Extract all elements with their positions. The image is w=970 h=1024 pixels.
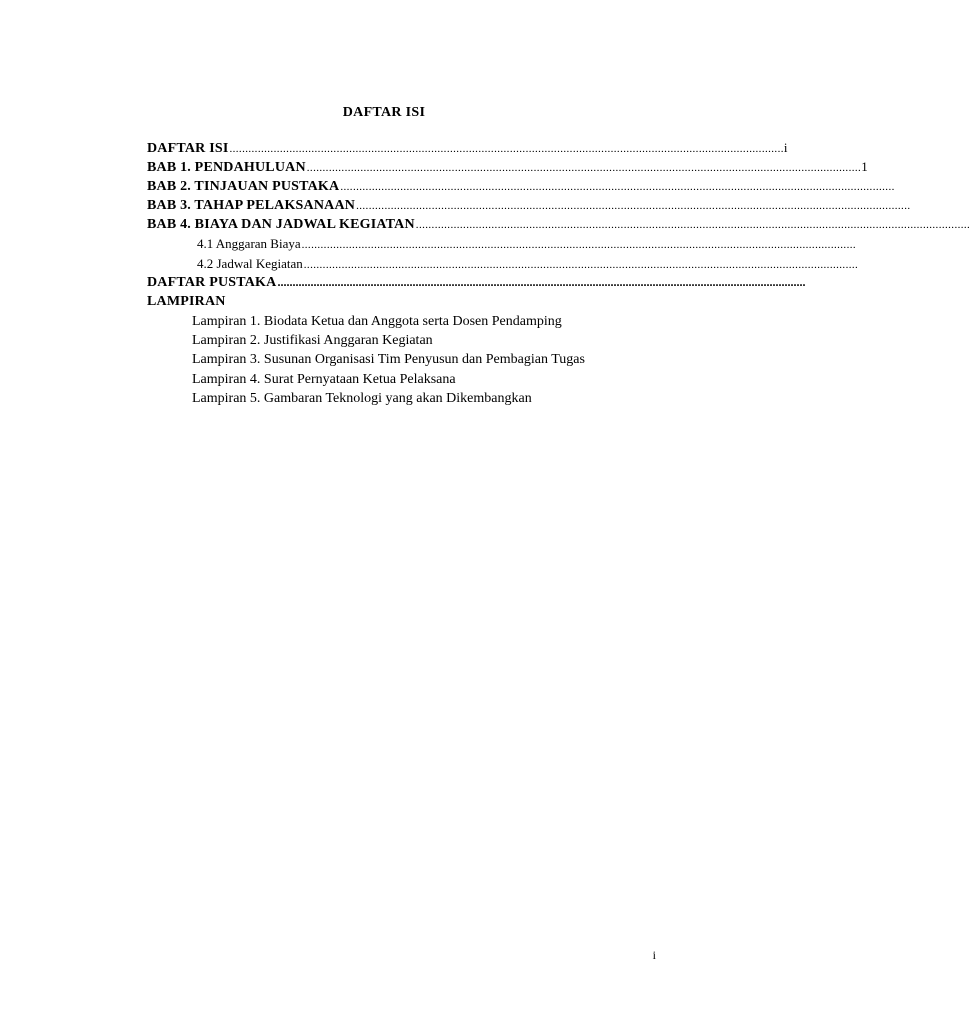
toc-entry-lampiran <box>147 294 657 313</box>
toc-entry-label: 4.2 Jadwal Kegiatan <box>197 255 303 271</box>
page-title: DAFTAR ISI <box>342 105 426 120</box>
toc-entry-label: 4.1 Anggaran Biaya <box>197 236 301 252</box>
toc-entry-label: DAFTAR PUSTAKA <box>147 275 277 291</box>
toc-entry-label: BAB 2. TINJAUAN PUSTAKA <box>147 178 340 194</box>
dot-leader: ................................................................................................................................................................................ <box>229 143 784 155</box>
dot-leader: ................................................................................................................................................................................ <box>303 258 859 271</box>
toc-entry-bab-1 <box>147 159 868 178</box>
appendix-label: Lampiran 5. Gambaran Teknologi yang akan Dikembangkan <box>192 390 532 406</box>
appendix-label: Lampiran 4. Surat Pernyataan Ketua Pelaksana <box>192 371 456 387</box>
appendix-label: Lampiran 3. Susunan Organisasi Tim Penyusun dan Pembagian Tugas <box>192 352 585 368</box>
toc-page-number: 1 <box>861 159 868 175</box>
toc-entry-label: BAB 1. PENDAHULUAN <box>147 160 306 176</box>
toc-appendix-1 <box>147 314 657 333</box>
toc-page-number: i <box>783 140 788 155</box>
toc-entry-4-1 <box>147 236 857 255</box>
toc-appendix-5 <box>147 391 657 410</box>
toc-entry-daftar-pustaka <box>147 275 806 294</box>
toc-appendix-3 <box>147 352 657 371</box>
toc-entry-bab-4 <box>147 217 970 236</box>
toc-entry-label: BAB 3. TAHAP PELAKSANAAN <box>147 197 356 213</box>
toc-entry-label: LAMPIRAN <box>147 294 226 310</box>
appendix-label: Lampiran 2. Justifikasi Anggaran Kegiatan <box>192 332 433 348</box>
dot-leader: ................................................................................................................................................................................ <box>277 275 806 290</box>
toc-entry-bab-3 <box>147 197 911 217</box>
dot-leader: ................................................................................................................................................................................ <box>301 239 857 252</box>
dot-leader: ................................................................................................................................................................................ <box>356 199 911 212</box>
dot-leader: ................................................................................................................................................................................ <box>340 180 895 193</box>
toc-entry-label: DAFTAR ISI <box>147 141 229 156</box>
toc-appendix-4 <box>147 372 657 391</box>
toc-appendix-2 <box>147 333 657 352</box>
toc-entry-4-2 <box>147 255 859 275</box>
toc-entry-bab-2 <box>147 178 895 198</box>
toc-entry-label: BAB 4. BIAYA DAN JADWAL KEGIATAN <box>147 217 415 233</box>
table-of-contents <box>147 140 970 410</box>
dot-leader: ................................................................................................................................................................................ <box>306 162 862 175</box>
page-number: i <box>652 948 656 962</box>
appendix-label: Lampiran 1. Biodata Ketua dan Anggota serta Dosen Pendamping <box>192 313 562 329</box>
toc-entry-daftar-isi <box>147 140 788 159</box>
dot-leader: ................................................................................................................................................................................ <box>415 219 970 232</box>
